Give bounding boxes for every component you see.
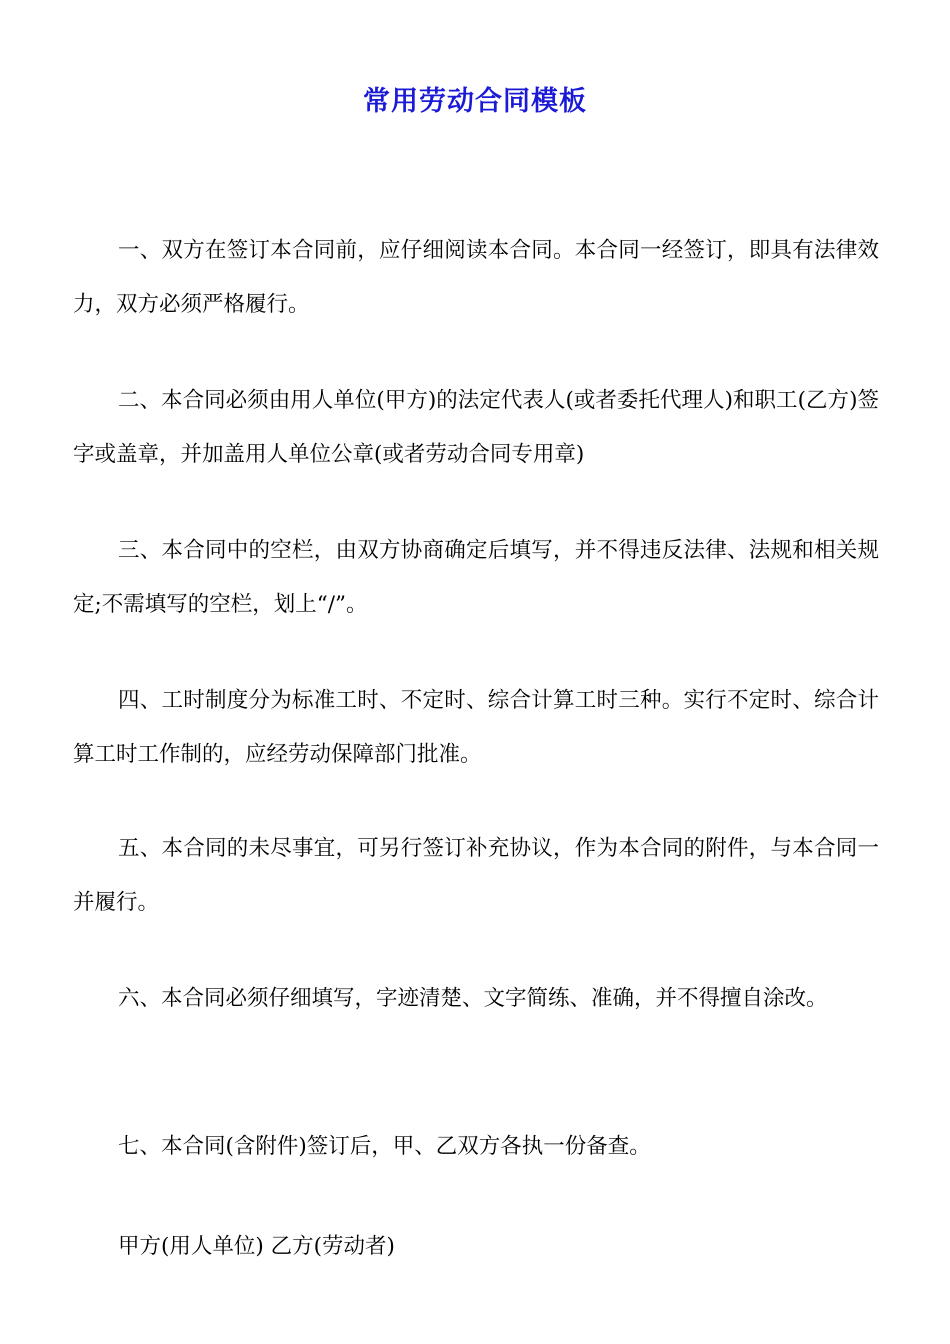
signature-parties: 甲方(用人单位) 乙方(劳动者) xyxy=(118,1234,395,1259)
document-title: 常用劳动合同模板 xyxy=(363,86,587,117)
clause-6: 六、本合同必须仔细填写，字迹清楚、文字简练、准确，并不得擅自涂改。 xyxy=(118,986,828,1011)
clause-3: 三、本合同中的空栏，由双方协商确定后填写，并不得违反法律、法规和相关规定;不需填写的空栏，划上“/”。 xyxy=(73,538,879,617)
clause-1: 一、双方在签订本合同前，应仔细阅读本合同。本合同一经签订，即具有法律效力，双方必须严格履行。 xyxy=(73,238,879,317)
clause-7: 七、本合同(含附件)签订后，甲、乙双方各执一份备查。 xyxy=(118,1134,651,1159)
clause-4: 四、工时制度分为标准工时、不定时、综合计算工时三种。实行不定时、综合计算工时工作制的，应经劳动保障部门批准。 xyxy=(73,688,879,767)
clause-2: 二、本合同必须由用人单位(甲方)的法定代表人(或者委托代理人)和职工(乙方)签字或盖章，并加盖用人单位公章(或者劳动合同专用章) xyxy=(73,388,879,467)
clause-5: 五、本合同的未尽事宜，可另行签订补充协议，作为本合同的附件，与本合同一并履行。 xyxy=(73,836,879,915)
